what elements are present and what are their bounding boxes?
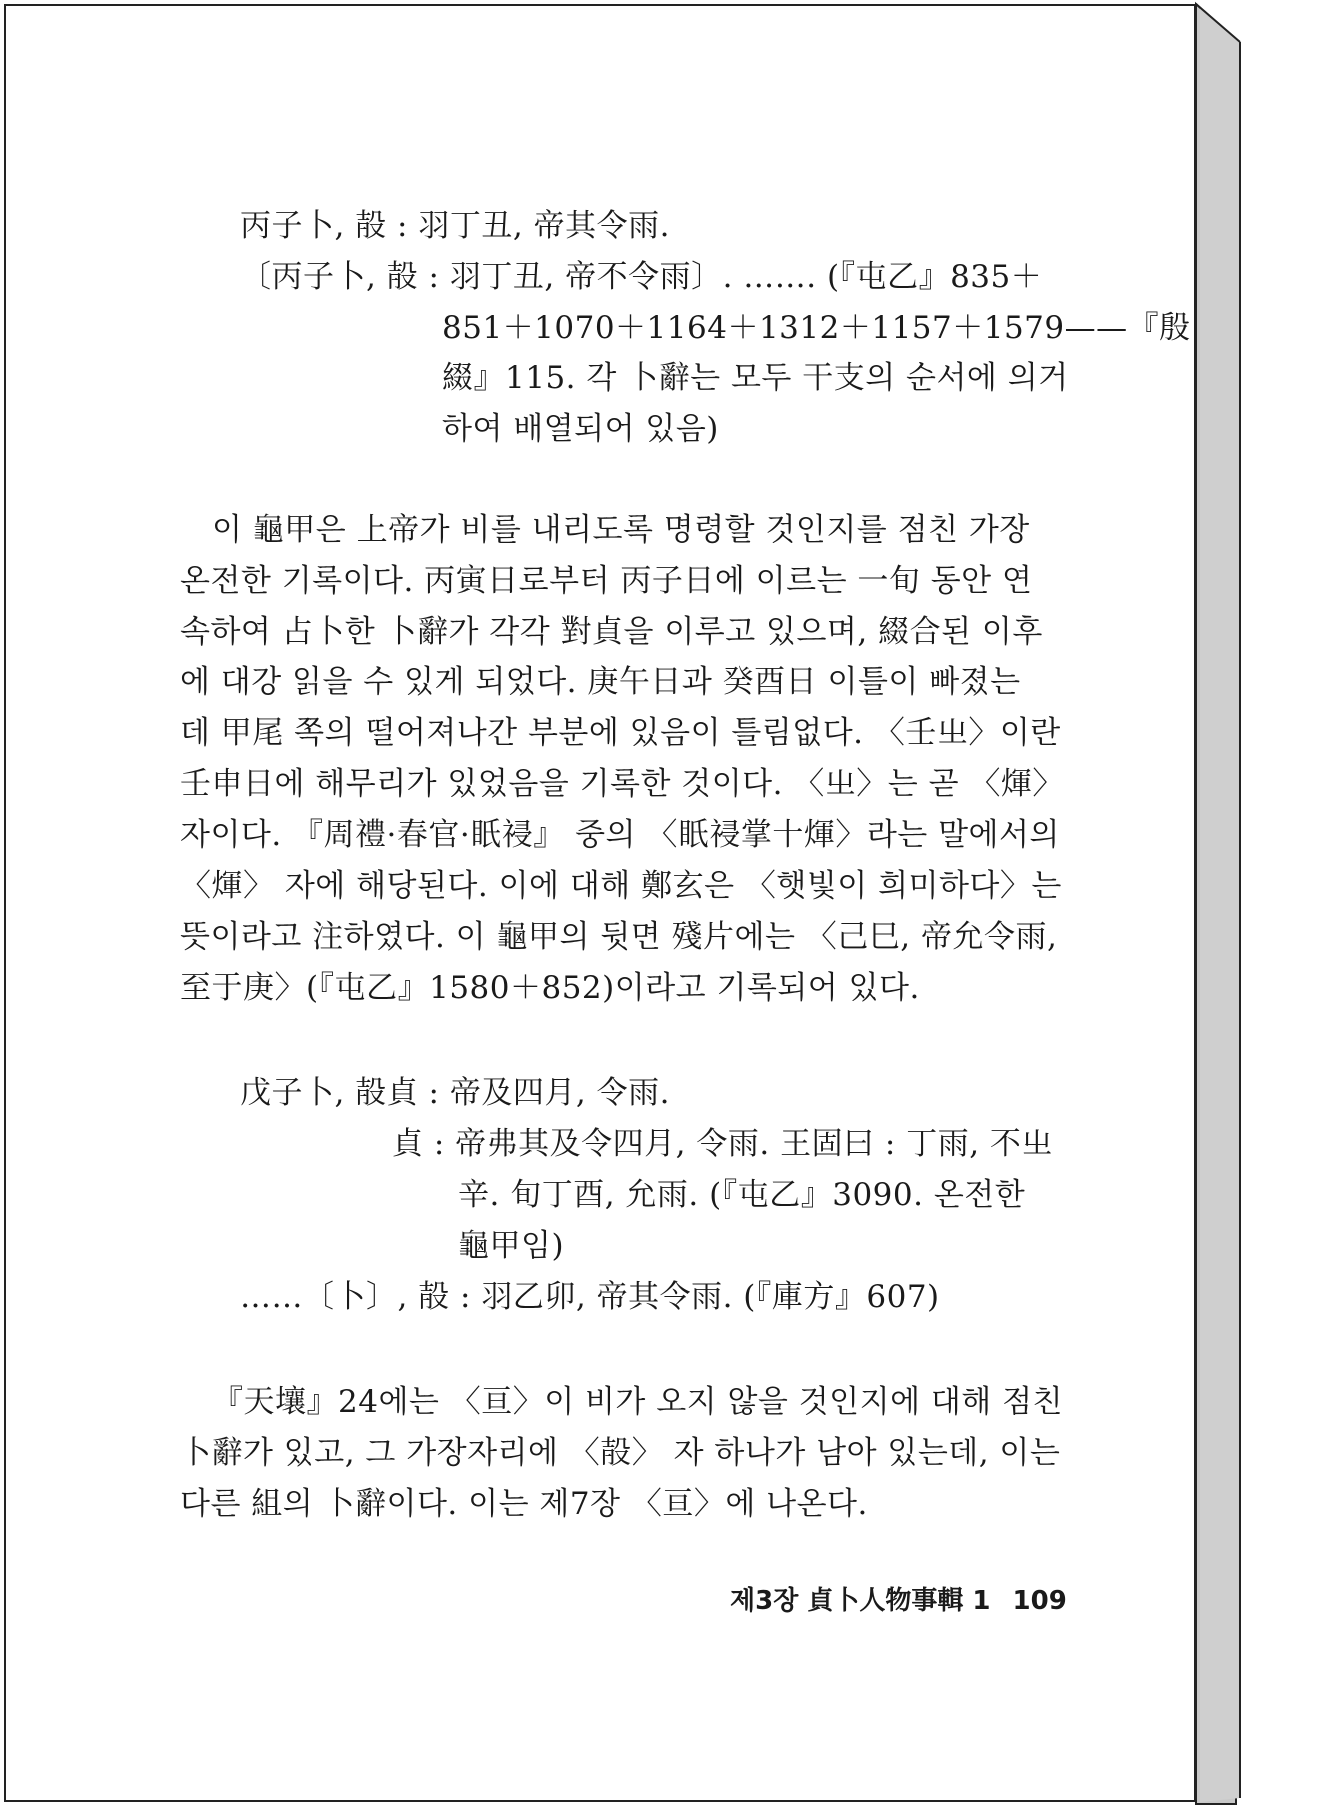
block2-line-3: 辛. 旬丁酉, 允雨. (『屯乙』3090. 온전한	[458, 1177, 1026, 1213]
para1-line-9: 뜻이라고 注하였다. 이 龜甲의 뒷면 殘片에는 〈己巳, 帝允令雨,	[180, 919, 1058, 955]
block1-line-5: 하여 배열되어 있음)	[442, 411, 719, 447]
para1-line-4: 에 대강 읽을 수 있게 되었다. 庚午日과 癸酉日 이틀이 빠졌는	[180, 664, 1021, 700]
para1-line-5: 데 甲尾 쪽의 떨어져나간 부분에 있음이 틀림없다. 〈壬㞢〉이란	[180, 715, 1061, 751]
block2-line-5: ……〔卜〕, 㱿 : 羽乙卯, 帝其令雨. (『庫方』607)	[240, 1279, 940, 1315]
para2-line-2: 卜辭가 있고, 그 가장자리에 〈㱿〉 자 하나가 남아 있는데, 이는	[180, 1435, 1061, 1471]
para2-line-1: 『天壤』24에는 〈亘〉이 비가 오지 않을 것인지에 대해 점친	[212, 1384, 1064, 1420]
block2-line-4: 龜甲임)	[458, 1228, 565, 1264]
block1-line-3: 851＋1070＋1164＋1312＋1157＋1579——『殷	[442, 310, 1191, 346]
para1-line-6: 壬申日에 해무리가 있었음을 기록한 것이다. 〈㞢〉는 곧 〈煇〉	[180, 766, 1064, 802]
para1-line-3: 속하여 占卜한 卜辭가 각각 對貞을 이루고 있으며, 綴合된 이후	[180, 614, 1043, 650]
page-number: 109	[1012, 1586, 1067, 1616]
para1-line-8: 〈煇〉 자에 해당된다. 이에 대해 鄭玄은 〈햇빛이 희미하다〉는	[180, 868, 1062, 904]
block1-line-4: 綴』115. 각 卜辭는 모두 干支의 순서에 의거	[442, 360, 1069, 396]
para2-line-3: 다른 組의 卜辭이다. 이는 제7장 〈亘〉에 나온다.	[180, 1486, 868, 1522]
para1-line-7: 자이다. 『周禮·春官·眂祲』 중의 〈眂祲掌十煇〉라는 말에서의	[180, 817, 1060, 853]
running-title: 제3장 貞卜人物事輯 1	[730, 1586, 991, 1616]
page-footer	[730, 1580, 1067, 1617]
block2-line-2: 貞 : 帝弗其及令四月, 令雨. 王固曰 : 丁雨, 不㞢	[392, 1126, 1053, 1162]
block2-line-1: 戊子卜, 㱿貞 : 帝及四月, 令雨.	[240, 1075, 670, 1111]
para1-line-2: 온전한 기록이다. 丙寅日로부터 丙子日에 이르는 一旬 동안 연	[180, 563, 1033, 599]
para1-line-1: 이 龜甲은 上帝가 비를 내리도록 명령할 것인지를 점친 가장	[212, 512, 1030, 548]
para1-line-10: 至于庚〉(『屯乙』1580＋852)이라고 기록되어 있다.	[180, 970, 920, 1006]
block1-line-1: 丙子卜, 㱿 : 羽丁丑, 帝其令雨.	[240, 208, 670, 244]
block1-line-2: 〔丙子卜, 㱿 : 羽丁丑, 帝不令雨〕. ……. (『屯乙』835＋	[240, 259, 1043, 295]
